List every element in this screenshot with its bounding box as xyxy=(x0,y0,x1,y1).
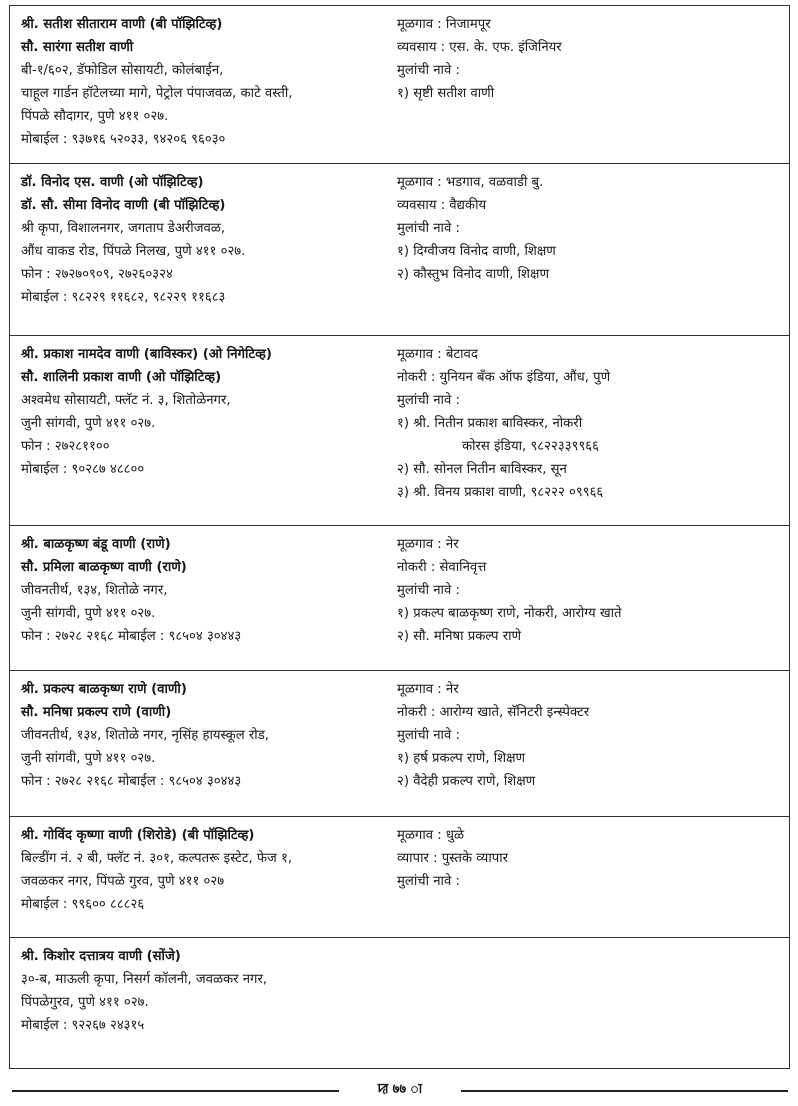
member-name: श्री. सतीश सीताराम वाणी (बी पॉझिटिव्ह) xyxy=(21,17,223,32)
contact-line: पिंपळेगुरव, पुणे ४११ ०२७. xyxy=(21,995,149,1010)
detail-line: कोरस इंडिया, ९८२२३३९९६६ xyxy=(462,439,600,454)
contact-line: जीवनतीर्थ, १३४, शितोळे नगर, xyxy=(21,583,168,598)
detail-line: १) श्री. नितीन प्रकाश बाविस्कर, नोकरी xyxy=(397,416,583,431)
detail-line: मुलांची नावे : xyxy=(397,63,460,78)
contact-line: फोन : २७२८ २१६८ मोबाईल : ९८५०४ ३०४४३ xyxy=(21,774,242,789)
detail-line: मूळगाव : निजामपूर xyxy=(397,17,491,32)
detail-line: २) सौ. सोनल नितीन बाविस्कर, सून xyxy=(397,462,567,477)
contact-line: फोन : २७२७०९०९, २७२६०३२४ xyxy=(21,267,173,282)
contact-line: जुनी सांगवी, पुणे ४११ ०२७. xyxy=(21,606,156,621)
detail-line: १) प्रकल्प बाळकृष्ण राणे, नोकरी, आरोग्य खाते xyxy=(397,606,622,621)
page-footer xyxy=(12,1083,788,1099)
member-name: डॉ. सौ. सीमा विनोद वाणी (बी पॉझिटिव्ह) xyxy=(21,198,226,213)
contact-line: बिल्डींग नं. २ बी, फ्लॅट नं. ३०१, कल्पतरू इस्टेट, फेज १, xyxy=(21,851,293,866)
contact-line: जवळकर नगर, पिंपळे गुरव, पुणे ४११ ०२७ xyxy=(21,874,225,889)
entry-family-details xyxy=(397,171,781,286)
contact-line: जुनी सांगवी, पुणे ४११ ०२७. xyxy=(21,416,156,431)
entry-contact-details xyxy=(21,533,391,648)
entry-family-details xyxy=(397,533,781,648)
contact-line: जुनी सांगवी, पुणे ४११ ०२७. xyxy=(21,751,156,766)
contact-line: मोबाईल : ९०२८७ ४८८०० xyxy=(21,462,145,477)
member-name: सौ. मनिषा प्रकल्प राणे (वाणी) xyxy=(21,705,172,720)
detail-line: मूळगाव : नेर xyxy=(397,682,459,697)
member-name: श्री. प्रकल्प बाळकृष्ण राणे (वाणी) xyxy=(21,682,187,697)
member-name: श्री. किशोर दत्तात्रय वाणी (सोंजे) xyxy=(21,949,181,964)
detail-line: मूळगाव : धुळे xyxy=(397,828,465,843)
directory-entry xyxy=(10,526,789,671)
member-name: श्री. बाळकृष्ण बंडू वाणी (राणे) xyxy=(21,537,171,552)
contact-line: फोन : २७२८११०० xyxy=(21,439,110,454)
detail-line: व्यापार : पुस्तके व्यापार xyxy=(397,851,509,866)
entry-contact-details xyxy=(21,343,391,481)
member-name: सौ. प्रमिला बाळकृष्ण वाणी (राणे) xyxy=(21,560,187,575)
directory-entry xyxy=(10,671,789,817)
contact-line: मोबाईल : ९२२६७ २४३१५ xyxy=(21,1018,145,1033)
detail-line: मूळगाव : भडगाव, वळवाडी बु. xyxy=(397,175,544,190)
contact-line: मोबाईल : ९८२२९ ११६८२, ९८२२९ ११६८३ xyxy=(21,290,226,305)
page-number: ꠢ ७७ ꠣ xyxy=(377,1082,423,1097)
contact-line: फोन : २७२८ २१६८ मोबाईल : ९८५०४ ३०४४३ xyxy=(21,629,242,644)
entry-family-details xyxy=(397,13,781,105)
detail-line: मुलांची नावे : xyxy=(397,221,460,236)
contact-line: अश्वमेध सोसायटी, फ्लॅट नं. ३, शितोळेनगर, xyxy=(21,393,231,408)
directory-entry xyxy=(10,164,789,336)
contact-line: मोबाईल : ९९६०० ८८८२६ xyxy=(21,897,145,912)
contact-line: ३०-ब, माऊली कृपा, निसर्ग कॉलनी, जवळकर नगर, xyxy=(21,972,268,987)
contact-line: जीवनतीर्थ, १३४, शितोळे नगर, नृसिंह हायस्कूल रोड, xyxy=(21,728,269,743)
contact-line: बी-१/६०२, डॅफोडिल सोसायटी, कोलंबाईन, xyxy=(21,63,224,78)
directory-entry xyxy=(10,336,789,526)
entry-contact-details xyxy=(21,945,391,1037)
directory-entry xyxy=(10,817,789,938)
detail-line: १) सृष्टी सतीश वाणी xyxy=(397,86,495,101)
directory-page xyxy=(9,5,790,1069)
detail-line: व्यवसाय : एस. के. एफ. इंजिनियर xyxy=(397,40,562,55)
member-name: सौ. शालिनी प्रकाश वाणी (ओ पॉझिटिव्ह) xyxy=(21,370,222,385)
detail-line: १) हर्ष प्रकल्प राणे, शिक्षण xyxy=(397,751,526,766)
detail-line: २) वैदेही प्रकल्प राणे, शिक्षण xyxy=(397,774,536,789)
detail-line: नोकरी : युनियन बँक ऑफ इंडिया, औंध, पुणे xyxy=(397,370,611,385)
detail-line: नोकरी : आरोग्य खाते, सॅनिटरी इन्स्पेक्टर xyxy=(397,705,590,720)
footer-rule-left xyxy=(12,1090,339,1092)
footer-rule-right xyxy=(461,1090,788,1092)
detail-line: मूळगाव : बेटावद xyxy=(397,347,478,362)
detail-line: १) दिग्वीजय विनोद वाणी, शिक्षण xyxy=(397,244,556,259)
detail-line: व्यवसाय : वैद्यकीय xyxy=(397,198,487,213)
contact-line: पिंपळे सौदागर, पुणे ४११ ०२७. xyxy=(21,109,169,124)
detail-line: मुलांची नावे : xyxy=(397,583,460,598)
entry-family-details xyxy=(397,343,781,504)
detail-line: मुलांची नावे : xyxy=(397,393,460,408)
entry-contact-details xyxy=(21,824,391,916)
member-name: श्री. गोविंद कृष्णा वाणी (शिरोडे) (बी पॉझिटिव्ह) xyxy=(21,828,255,843)
detail-line: मुलांची नावे : xyxy=(397,874,460,889)
entry-contact-details xyxy=(21,171,391,309)
directory-entry xyxy=(10,6,789,164)
detail-line: २) सौ. मनिषा प्रकल्प राणे xyxy=(397,629,522,644)
detail-line: मुलांची नावे : xyxy=(397,728,460,743)
entry-contact-details xyxy=(21,678,391,793)
contact-line: श्री कृपा, विशालनगर, जगताप डेअरीजवळ, xyxy=(21,221,226,236)
detail-line: मूळगाव : नेर xyxy=(397,537,459,552)
directory-entry xyxy=(10,938,789,1069)
detail-line: २) कौस्तुभ विनोद वाणी, शिक्षण xyxy=(397,267,549,282)
contact-line: मोबाईल : ९३७१६ ५२०३३, ९४२०६ ९६०३० xyxy=(21,132,226,147)
contact-line: औंध वाकड रोड, पिंपळे निलख, पुणे ४११ ०२७. xyxy=(21,244,246,259)
entry-contact-details xyxy=(21,13,391,151)
entry-family-details xyxy=(397,824,781,893)
member-name: सौ. सारंगा सतीश वाणी xyxy=(21,40,134,55)
contact-line: चाहूल गार्डन हॉटेलच्या मागे, पेट्रोल पंपाजवळ, काटे वस्ती, xyxy=(21,86,293,101)
member-name: डॉ. विनोद एस. वाणी (ओ पॉझिटिव्ह) xyxy=(21,175,204,190)
entry-family-details xyxy=(397,678,781,793)
detail-line: नोकरी : सेवानिवृत्त xyxy=(397,560,487,575)
member-name: श्री. प्रकाश नामदेव वाणी (बाविस्कर) (ओ निगेटिव्ह) xyxy=(21,347,272,362)
detail-line: ३) श्री. विनय प्रकाश वाणी, ९८२२२ ०९९६६ xyxy=(397,485,604,500)
